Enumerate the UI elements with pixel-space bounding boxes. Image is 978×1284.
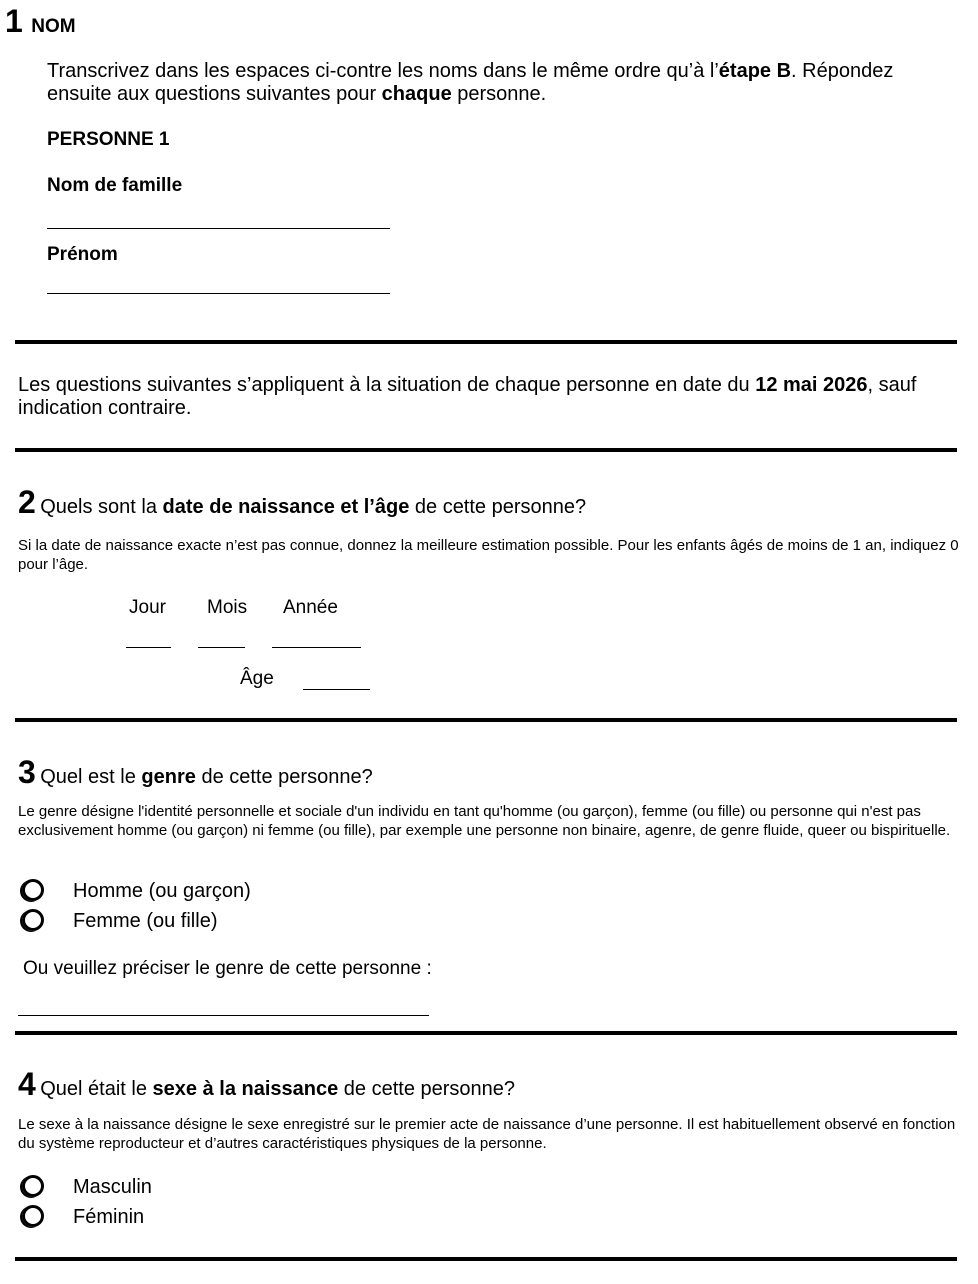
q2-text-pre: Quels sont la	[40, 496, 163, 518]
q3-header	[18, 756, 373, 789]
sex-option-1[interactable]: Masculin	[73, 1176, 152, 1198]
sex-option-2[interactable]: Féminin	[73, 1206, 145, 1228]
month-field[interactable]	[198, 627, 245, 648]
q2-text-bold: date de naissance et l’âge	[162, 496, 410, 518]
q3-text-post: de cette personne?	[195, 766, 373, 788]
reference-date-note	[18, 374, 938, 420]
q1-instr-step: étape B	[718, 60, 792, 82]
q1-instructions	[47, 60, 927, 106]
q3-text	[40, 766, 372, 788]
divider-1	[15, 340, 957, 344]
q3-number: 3	[18, 754, 36, 790]
day-field[interactable]	[126, 627, 171, 648]
gender-specify-field[interactable]	[18, 995, 429, 1016]
q1-instr-each: chaque	[381, 83, 452, 105]
q1-header	[5, 5, 76, 38]
age-label: Âge	[240, 668, 274, 689]
q3-text-bold: genre	[141, 766, 196, 788]
age-field[interactable]	[303, 669, 370, 690]
divider-4	[15, 1031, 957, 1035]
day-label: Jour	[129, 597, 166, 618]
q4-header	[18, 1068, 515, 1101]
radio-feminine-icon[interactable]	[22, 1205, 44, 1227]
q4-text	[40, 1078, 515, 1100]
q2-help: Si la date de naissance exacte n’est pas connue, donnez la meilleure estimation possible. Pour les enfants âgés de moins de 1 an, indiquez 0 pour l’âge.	[18, 537, 959, 573]
radio-masculine-icon[interactable]	[22, 1175, 44, 1197]
radio-male-icon[interactable]	[22, 879, 44, 901]
divider-3	[15, 718, 957, 722]
q3-text-pre: Quel est le	[40, 766, 142, 788]
q2-header	[18, 486, 586, 519]
q3-help: Le genre désigne l'identité personnelle et sociale d'un individu en tant qu'homme (ou garçon), femme (ou fille) ou personne qui n'est pas exclusivement homme (ou garçon) ni femme (ou fille), par exemple une personne non binaire, agenre, de genre fluide, queer ou bispirituelle.	[18, 803, 951, 839]
q1-instr-text: Transcrivez dans les espaces ci-contre les noms dans le même ordre qu’à l’	[47, 60, 719, 82]
q2-text-post: de cette personne?	[409, 496, 587, 518]
q4-text-post: de cette personne?	[338, 1078, 516, 1100]
q2-number: 2	[18, 484, 36, 520]
note-text: Les questions suivantes s’appliquent à la situation de chaque personne en date du	[18, 374, 756, 396]
first-name-field[interactable]	[47, 273, 390, 294]
person-label: PERSONNE 1	[47, 129, 170, 150]
month-label: Mois	[207, 597, 248, 618]
last-name-field[interactable]	[47, 208, 390, 229]
reference-date: 12 mai 2026	[755, 374, 868, 396]
q1-title: NOM	[31, 16, 76, 37]
gender-option-1[interactable]: Homme (ou garçon)	[73, 880, 251, 902]
q4-help: Le sexe à la naissance désigne le sexe enregistré sur le premier acte de naissance d’une personne. Il est habituellement observé en fonction du système reproducteur et d’autres caractéristiques physiques de la personne.	[18, 1116, 956, 1152]
year-field[interactable]	[272, 627, 361, 648]
q4-number: 4	[18, 1066, 36, 1102]
gender-option-2[interactable]: Femme (ou fille)	[73, 910, 218, 932]
q1-number: 1	[5, 3, 23, 39]
q1-instr-text-2: . Répondez ensuite aux questions suivantes pour	[47, 60, 894, 105]
first-name-label: Prénom	[47, 244, 118, 265]
year-label: Année	[283, 597, 338, 618]
note-text-2: , sauf indication contraire.	[18, 374, 917, 419]
q2-text	[40, 496, 586, 518]
last-name-label: Nom de famille	[47, 175, 183, 196]
gender-specify-label: Ou veuillez préciser le genre de cette personne :	[23, 958, 432, 979]
q4-text-pre: Quel était le	[40, 1078, 153, 1100]
divider-5	[15, 1257, 957, 1261]
radio-female-icon[interactable]	[22, 909, 44, 931]
q1-instr-text-3: personne.	[451, 83, 547, 105]
q4-text-bold: sexe à la naissance	[152, 1078, 339, 1100]
divider-2	[15, 448, 957, 452]
